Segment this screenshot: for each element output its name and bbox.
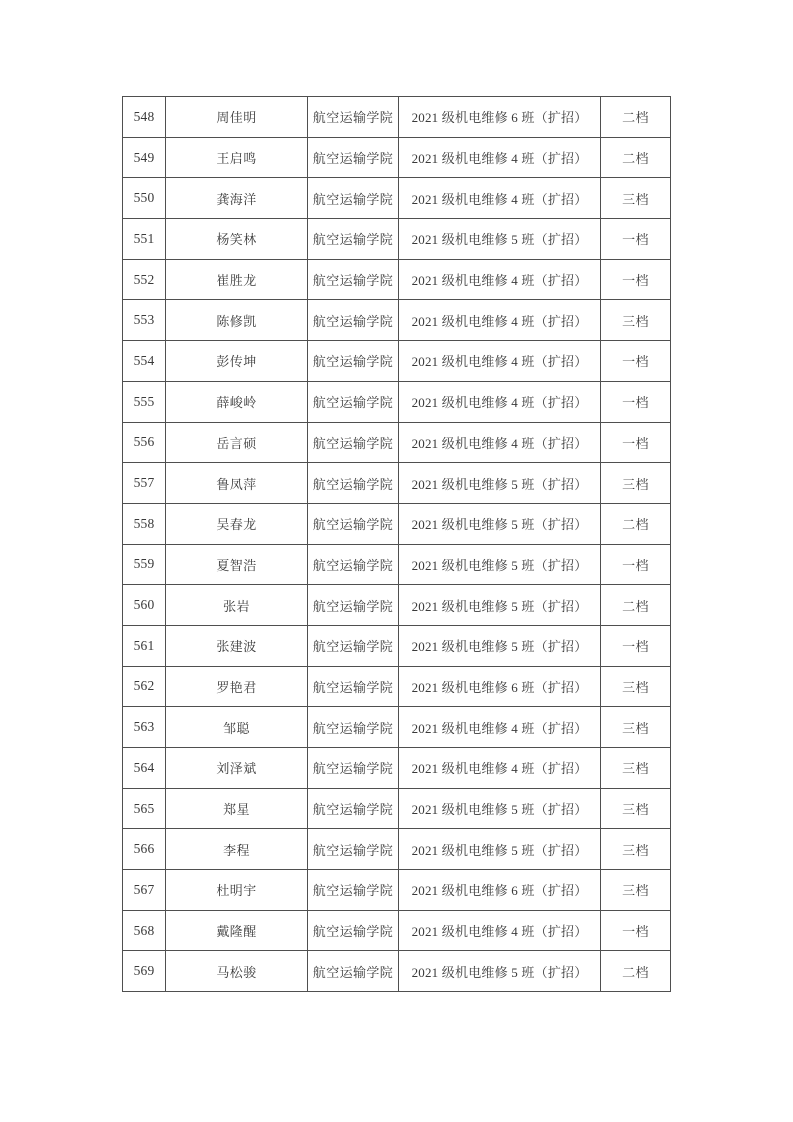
cell-class: 2021 级机电维修 5 班（扩招） <box>399 829 601 870</box>
cell-student-name: 龚海洋 <box>166 178 308 219</box>
cell-grade-tier: 一档 <box>601 910 671 951</box>
cell-college: 航空运输学院 <box>308 178 399 219</box>
cell-student-name: 马松骏 <box>166 951 308 992</box>
table-row <box>123 951 671 992</box>
cell-college: 航空运输学院 <box>308 219 399 260</box>
cell-class: 2021 级机电维修 4 班（扩招） <box>399 910 601 951</box>
table-row <box>123 544 671 585</box>
cell-class: 2021 级机电维修 5 班（扩招） <box>399 625 601 666</box>
cell-student-name: 崔胜龙 <box>166 259 308 300</box>
cell-student-name: 罗艳君 <box>166 666 308 707</box>
cell-college: 航空运输学院 <box>308 666 399 707</box>
cell-grade-tier: 二档 <box>601 951 671 992</box>
cell-student-name: 夏智浩 <box>166 544 308 585</box>
cell-college: 航空运输学院 <box>308 381 399 422</box>
table-body <box>123 97 671 992</box>
cell-student-no: 569 <box>123 951 166 992</box>
cell-class: 2021 级机电维修 4 班（扩招） <box>399 748 601 789</box>
cell-grade-tier: 三档 <box>601 748 671 789</box>
cell-college: 航空运输学院 <box>308 870 399 911</box>
cell-student-no: 549 <box>123 137 166 178</box>
cell-class: 2021 级机电维修 4 班（扩招） <box>399 341 601 382</box>
cell-college: 航空运输学院 <box>308 341 399 382</box>
cell-student-name: 杜明宇 <box>166 870 308 911</box>
cell-grade-tier: 一档 <box>601 219 671 260</box>
cell-student-no: 562 <box>123 666 166 707</box>
cell-student-no: 555 <box>123 381 166 422</box>
cell-college: 航空运输学院 <box>308 951 399 992</box>
cell-student-no: 556 <box>123 422 166 463</box>
table-row <box>123 341 671 382</box>
cell-class: 2021 级机电维修 5 班（扩招） <box>399 788 601 829</box>
cell-student-name: 张岩 <box>166 585 308 626</box>
cell-student-no: 557 <box>123 463 166 504</box>
table-row <box>123 788 671 829</box>
cell-student-no: 561 <box>123 625 166 666</box>
cell-grade-tier: 一档 <box>601 341 671 382</box>
cell-grade-tier: 二档 <box>601 503 671 544</box>
cell-student-no: 554 <box>123 341 166 382</box>
cell-grade-tier: 二档 <box>601 137 671 178</box>
table-row <box>123 97 671 138</box>
cell-class: 2021 级机电维修 4 班（扩招） <box>399 137 601 178</box>
cell-class: 2021 级机电维修 4 班（扩招） <box>399 422 601 463</box>
cell-student-name: 彭传坤 <box>166 341 308 382</box>
cell-college: 航空运输学院 <box>308 137 399 178</box>
cell-student-name: 陈修凯 <box>166 300 308 341</box>
cell-grade-tier: 三档 <box>601 666 671 707</box>
table-row <box>123 300 671 341</box>
cell-college: 航空运输学院 <box>308 707 399 748</box>
cell-college: 航空运输学院 <box>308 259 399 300</box>
cell-class: 2021 级机电维修 4 班（扩招） <box>399 259 601 300</box>
cell-class: 2021 级机电维修 6 班（扩招） <box>399 97 601 138</box>
cell-college: 航空运输学院 <box>308 422 399 463</box>
cell-student-no: 560 <box>123 585 166 626</box>
cell-college: 航空运输学院 <box>308 503 399 544</box>
cell-class: 2021 级机电维修 4 班（扩招） <box>399 381 601 422</box>
cell-class: 2021 级机电维修 5 班（扩招） <box>399 544 601 585</box>
cell-class: 2021 级机电维修 4 班（扩招） <box>399 707 601 748</box>
table-row <box>123 585 671 626</box>
cell-class: 2021 级机电维修 5 班（扩招） <box>399 585 601 626</box>
table-row <box>123 178 671 219</box>
cell-grade-tier: 三档 <box>601 178 671 219</box>
cell-grade-tier: 三档 <box>601 788 671 829</box>
cell-class: 2021 级机电维修 5 班（扩招） <box>399 219 601 260</box>
table-row <box>123 666 671 707</box>
cell-student-name: 张建波 <box>166 625 308 666</box>
table-row <box>123 137 671 178</box>
cell-grade-tier: 三档 <box>601 300 671 341</box>
cell-student-name: 薛峻岭 <box>166 381 308 422</box>
cell-class: 2021 级机电维修 5 班（扩招） <box>399 951 601 992</box>
table-row <box>123 707 671 748</box>
table-row <box>123 463 671 504</box>
cell-student-name: 邹聪 <box>166 707 308 748</box>
cell-student-name: 郑星 <box>166 788 308 829</box>
cell-student-no: 558 <box>123 503 166 544</box>
table-row <box>123 219 671 260</box>
cell-grade-tier: 一档 <box>601 625 671 666</box>
cell-student-name: 鲁凤萍 <box>166 463 308 504</box>
cell-student-no: 548 <box>123 97 166 138</box>
cell-student-name: 岳言硕 <box>166 422 308 463</box>
cell-student-no: 553 <box>123 300 166 341</box>
cell-college: 航空运输学院 <box>308 748 399 789</box>
cell-class: 2021 级机电维修 4 班（扩招） <box>399 300 601 341</box>
cell-student-name: 王启鸣 <box>166 137 308 178</box>
cell-student-no: 567 <box>123 870 166 911</box>
cell-student-name: 戴隆醒 <box>166 910 308 951</box>
cell-student-no: 564 <box>123 748 166 789</box>
cell-college: 航空运输学院 <box>308 585 399 626</box>
table-row <box>123 829 671 870</box>
cell-grade-tier: 一档 <box>601 544 671 585</box>
cell-student-name: 李程 <box>166 829 308 870</box>
cell-grade-tier: 二档 <box>601 585 671 626</box>
cell-grade-tier: 三档 <box>601 463 671 504</box>
table-row <box>123 870 671 911</box>
cell-grade-tier: 一档 <box>601 381 671 422</box>
cell-student-no: 568 <box>123 910 166 951</box>
cell-class: 2021 级机电维修 5 班（扩招） <box>399 503 601 544</box>
cell-student-no: 566 <box>123 829 166 870</box>
cell-college: 航空运输学院 <box>308 300 399 341</box>
cell-grade-tier: 三档 <box>601 829 671 870</box>
cell-grade-tier: 一档 <box>601 259 671 300</box>
table-row <box>123 625 671 666</box>
cell-grade-tier: 三档 <box>601 707 671 748</box>
cell-student-no: 559 <box>123 544 166 585</box>
cell-class: 2021 级机电维修 6 班（扩招） <box>399 870 601 911</box>
cell-student-no: 550 <box>123 178 166 219</box>
table-row <box>123 503 671 544</box>
cell-class: 2021 级机电维修 5 班（扩招） <box>399 463 601 504</box>
cell-grade-tier: 一档 <box>601 422 671 463</box>
cell-class: 2021 级机电维修 4 班（扩招） <box>399 178 601 219</box>
cell-student-name: 刘泽斌 <box>166 748 308 789</box>
cell-class: 2021 级机电维修 6 班（扩招） <box>399 666 601 707</box>
cell-student-no: 551 <box>123 219 166 260</box>
cell-college: 航空运输学院 <box>308 97 399 138</box>
student-grade-table <box>122 96 671 992</box>
cell-college: 航空运输学院 <box>308 910 399 951</box>
cell-college: 航空运输学院 <box>308 788 399 829</box>
table-row <box>123 259 671 300</box>
table-row <box>123 748 671 789</box>
table-row <box>123 422 671 463</box>
cell-college: 航空运输学院 <box>308 463 399 504</box>
cell-college: 航空运输学院 <box>308 829 399 870</box>
cell-student-name: 周佳明 <box>166 97 308 138</box>
cell-student-no: 552 <box>123 259 166 300</box>
cell-student-no: 565 <box>123 788 166 829</box>
cell-college: 航空运输学院 <box>308 625 399 666</box>
cell-student-no: 563 <box>123 707 166 748</box>
cell-college: 航空运输学院 <box>308 544 399 585</box>
cell-grade-tier: 三档 <box>601 870 671 911</box>
cell-student-name: 杨笑林 <box>166 219 308 260</box>
table-row <box>123 381 671 422</box>
cell-student-name: 吴春龙 <box>166 503 308 544</box>
table-row <box>123 910 671 951</box>
cell-grade-tier: 二档 <box>601 97 671 138</box>
